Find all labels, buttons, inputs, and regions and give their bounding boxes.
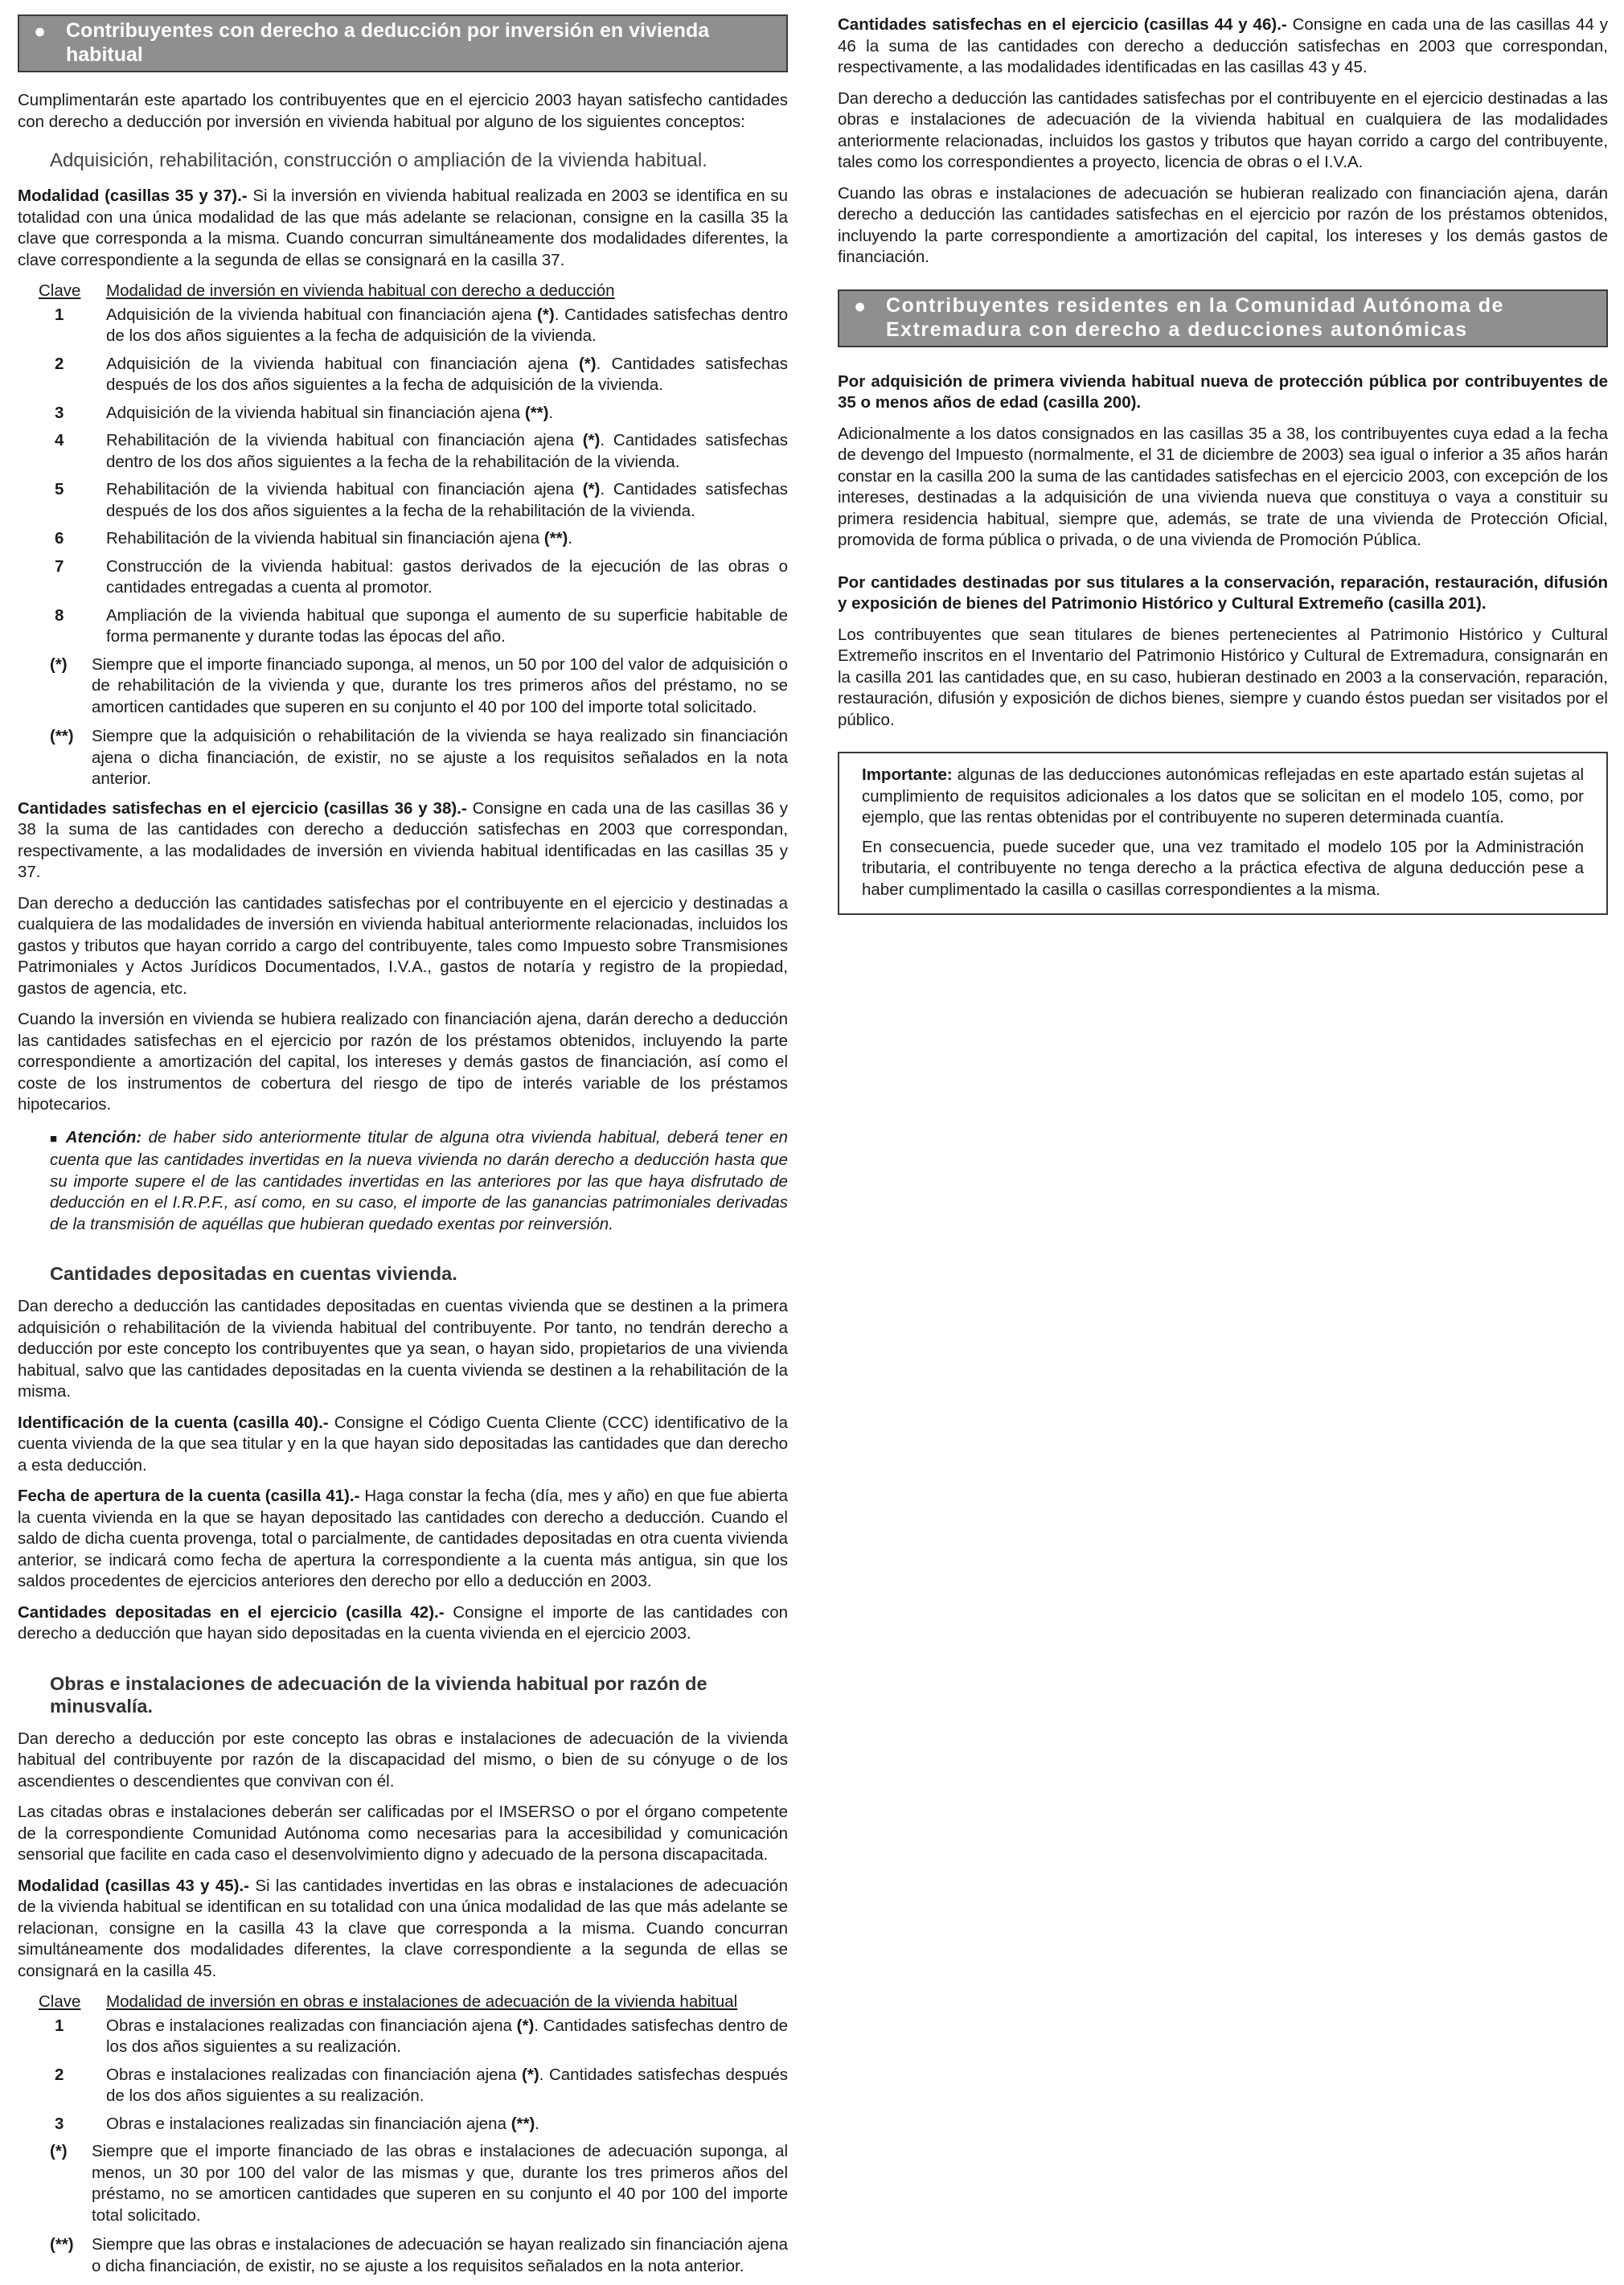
important-lead: Importante: [862,765,953,784]
attention-note [50,1127,788,1236]
table-row [39,305,788,347]
casilla-42-lead: Cantidades depositadas en el ejercicio (casilla 42).- [18,1602,445,1622]
footnote-text: Siempre que la adquisición o rehabilitación de la vivienda se haya realizado sin financiación ajena o dicha financiación, de existir, no se ajuste a los requisitos señalados en la nota anterior. [92,727,788,788]
clave-cell: 3 [55,403,64,422]
modalidad-cell [106,528,788,550]
section-header-extremadura [838,289,1608,347]
minusvalia-paragraph-1: Dan derecho a deducción por este concepto las obras e instalaciones de adecuación de la vivienda habitual del contribuyente por razón de la discapacidad del mismo, o bien de su cónyuge o de los ascendientes o descendientes que convivan con él. [18,1729,788,1791]
modalidad-lead: Modalidad (casillas 35 y 37).- [18,187,248,205]
table-row [39,556,788,599]
footnote-ref: (*) [582,480,601,498]
modalidad-cell [106,305,788,347]
table-row [39,430,788,473]
modalidad-cell [106,605,788,648]
left-column [18,14,788,2285]
footnote-ref: (*) [516,2016,535,2035]
modalidad-text-end: . Cantidades satisfechas dentro de los dos años siguientes a la fecha de adquisición de la vivienda. [106,305,788,345]
table-row [39,605,788,648]
concept-heading: Adquisición, rehabilitación, construcción o ampliación de la vivienda habitual. [50,150,707,171]
modalidad-text: Obras e instalaciones realizadas sin financiación ajena [106,2114,511,2133]
footnote-text: Siempre que el importe financiado de las obras e instalaciones de adecuación suponga, al menos, un 30 por 100 del valor de las mismas y que, durante los tres primeros años del préstamo, no se amorticen cantidades que superen en su conjunto el 40 por 100 del importe total solicitado. [92,2142,788,2225]
table-row [39,403,788,425]
footnote-ref: (**) [524,403,549,422]
subheading-cuentas-vivienda: Cantidades depositadas en cuentas vivienda. [50,1263,457,1284]
casilla-41-text: Haga constar la fecha (día, mes y año) en que fue abierta la cuenta vivienda en la que se hayan depositado las cantidades con derecho a deducción. Cuando el saldo de dicha cuenta provenga, total o parcialmente, de cantidades depositadas en otra cuenta vivienda anterior, se indicará como fecha de apertura la correspondiente a la cuenta más antigua, sin que los saldos procedentes de ejercicios anteriores den derecho por ello a deducción en 2003. [18,1487,788,1590]
casilla-42-text: Consigne el importe de las cantidades con derecho a deducción que hayan sido depositadas en la cuenta vivienda en el ejercicio 2003. [18,1602,788,1643]
footnote-double-asterisk-obras [50,2234,788,2277]
clave-cell: 6 [55,529,64,548]
modalidad-cell [106,403,788,425]
clave-cell: 2 [55,354,64,373]
section-header-vivienda-habitual [18,14,788,72]
footnote-ref: (*) [522,2065,539,2084]
modalidad-cell [106,2114,788,2135]
casilla-201-paragraph: Los contribuyentes que sean titulares de bienes pertenecientes al Patrimonio Histórico y Cultural Extremeño inscritos en el Inventario del Patrimonio Histórico y Cultural de Extremadura, consignarán en la casilla 201 las cantidades que, en su caso, hubieran destinado en 2003 a la conservación, reparación, restauración, difusión y exposición de dichos bienes, siempre y cuando éstos puedan ser visitados por el público. [838,625,1608,729]
table1-rows [18,305,788,648]
table-row [39,2114,788,2135]
casilla-201-heading [838,572,1608,615]
clave-cell: 2 [55,2065,64,2084]
right-column [838,14,1608,915]
modalidad-cell [106,430,788,473]
casilla-200-heading [838,371,1608,414]
section-title: Contribuyentes con derecho a deducción por inversión en vivienda habitual [66,19,710,66]
footnote-text: Siempre que el importe financiado suponga, al menos, un 50 por 100 del valor de adquisición o de rehabilitación de la vivienda y que, durante los tres primeros años del préstamo, no se amorticen cantidades que superen en su conjunto el 40 por 100 del importe total solicitado. [92,654,788,716]
modalidad-text: Adquisición de la vivienda habitual con financiación ajena [106,354,579,373]
financiacion-ajena-paragraph: Cuando la inversión en vivienda se hubiera realizado con financiación ajena, darán derecho a deducción las cantidades satisfechas en el ejercicio por razón de los préstamos obtenidos, incluyendo la parte correspondiente a amortización del capital, los intereses y demás gastos de financiación, así como el coste de los instrumentos de cobertura del riesgo de tipo de interés variable de los préstamos hipotecarios. [18,1010,788,1114]
cantidades-36-38-paragraph [18,798,788,884]
clave-cell: 5 [55,480,64,498]
modalidad-text: Obras e instalaciones realizadas con financiación ajena [106,2065,523,2084]
casillas-44-46-text: Consigne en cada una de las casillas 44 y 46 la suma de las cantidades con derecho a deducción satisfechas en 2003 que correspondan, respectivamente, a las modalidades identificadas en las casillas 43 y 45. [838,15,1608,76]
casilla-40-text: Consigne el Código Cuenta Cliente (CCC) identificativo de la cuenta vivienda de la que sea titular y en la que hayan sido depositadas las cantidades que dan derecho a esta deducción. [18,1413,788,1475]
casilla-42-paragraph [18,1602,788,1645]
minusvalia-paragraph-2: Las citadas obras e instalaciones deberán ser calificadas por el IMSERSO o por el órgano competente de la correspondiente Comunidad Autónoma como necesarias para la accesibilidad y comunicación sensorial que facilite en cada caso el desenvolvimiento digno y adecuado de la persona discapacitada. [18,1803,788,1864]
casillas-44-46-paragraph [838,14,1608,79]
casilla-41-paragraph [18,1486,788,1593]
obras-financiacion-paragraph: Cuando las obras e instalaciones de adecuación se hubieran realizado con financiación ajena, darán derecho a deducción las cantidades satisfechas en el ejercicio por razón de los préstamos obtenidos, incluyendo la parte correspondiente a amortización del capital, los intereses y los demás gastos de financiación. [838,183,1608,266]
important-text: algunas de las deducciones autonómicas reflejadas en este apartado están sujetas al cumplimiento de requisitos adicionales a los datos que se solicitan en el modelo 105, como, por ejemplo, que las rentas obtenidas por el contribuyente no superen determinada cuantía. [862,765,1584,827]
clave-cell: 1 [55,305,64,324]
clave-cell: 1 [55,2016,64,2035]
table-row [39,354,788,396]
modalidad-text: Construcción de la vivienda habitual: gastos derivados de la ejecución de las obras o cantidades entregadas a cuenta al promotor. [106,556,788,597]
cantidades-36-38-lead: Cantidades satisfechas en el ejercicio (casillas 36 y 38).- [18,798,467,818]
clave-cell: 7 [55,556,64,576]
modalidad-text: Ampliación de la vivienda habitual que suponga el aumento de su superficie habitable de forma permanente y durante todas las épocas del año. [106,605,788,646]
casilla-200-heading-text: Por adquisición de primera vivienda habitual nueva de protección pública por contribuyentes de 35 o menos años de edad (casilla 200). [838,371,1608,412]
table1-header-clave: Clave [39,281,81,300]
footnote-ref: (**) [511,2114,535,2133]
modalidad-text: Obras e instalaciones realizadas con financiación ajena [106,2016,517,2035]
modalidad-text-end: . Cantidades satisfechas después de los dos años siguientes a la fecha de adquisición de la vivienda. [106,354,788,394]
bullet-icon: ● [854,294,867,318]
important-paragraph-2: En consecuencia, puede suceder que, una vez tramitado el modelo 105 por la Administración tributaria, el contribuyente no tenga derecho a la práctica efectiva de alguna deducción pese a haber cumplimentado la casilla o casillas correspondientes a la misma. [862,837,1584,899]
modalidad-text-end: . Cantidades satisfechas después de los dos años siguientes a la fecha de la rehabilitación de la vivienda. [106,480,788,520]
obras-dan-derecho-paragraph: Dan derecho a deducción las cantidades satisfechas por el contribuyente en el ejercicio destinadas a las obras e instalaciones de adecuación de la vivienda habitual en cualquiera de las modalidades anteriormente relacionadas, incluidos los gastos y tributos que hayan corrido a cargo del contribuyente, tales como los correspondientes a proyecto, licencia de obras o el I.V.A. [838,88,1608,171]
modalidad-text-end: . Cantidades satisfechas dentro de los dos años siguientes a su realización. [106,2016,789,2056]
modalidad-text: Adquisición de la vivienda habitual con financiación ajena [106,305,538,324]
modalidad-paragraph [18,186,788,271]
footnote-ref: (*) [582,431,601,449]
footnote-ref: (*) [537,305,555,324]
modalidad-text-end: . [535,2114,539,2133]
modalidad-text-end: . [568,529,573,548]
modalidad-text: Adquisición de la vivienda habitual sin financiación ajena [106,403,525,422]
modalidad-text-end: . [548,403,554,422]
footnote-ref: (**) [543,529,568,548]
table1-header-modalidad: Modalidad de inversión en vivienda habitual con derecho a deducción [106,281,615,300]
cantidades-36-38-text: Consigne en cada una de las casillas 36 y 38 la suma de las cantidades con derecho a deducción satisfechas en 2003 que correspondan, respectivamente, a las modalidades de inversión en vivienda habitual identificadas en las casillas 35 y 37. [18,798,788,881]
casilla-201-heading-text: Por cantidades destinadas por sus titulares a la conservación, reparación, restauración, difusión y exposición de bienes del Patrimonio Histórico y Cultural Extremeño (casilla 201). [838,572,1608,613]
modalidad-text-end: . Cantidades satisfechas después de los dos años siguientes a su realización. [106,2065,788,2105]
modalidad-43-45-lead: Modalidad (casillas 43 y 45).- [18,1876,250,1895]
footnote-mark: (*) [50,654,68,674]
footnote-single-asterisk-obras [50,2141,788,2226]
table-row [39,2016,788,2058]
footnote-ref: (*) [578,354,597,373]
modalidad-43-45-text: Si las cantidades invertidas en las obras e instalaciones de adecuación de la vivienda habitual se identifican en su totalidad con una única modalidad de las que más adelante se relacionan, consigne en la casilla 43 la clave que corresponda a la misma. Cuando concurran simultáneamente dos modalidades diferentes, la clave correspondiente a la segunda de ellas se consignará en la casilla 45. [18,1876,788,1980]
footnote-text: Siempre que las obras e instalaciones de adecuación se hayan realizado sin financiación ajena o dicha financiación, de existir, no se ajuste a los requisitos señalados en la nota anterior. [92,2235,788,2275]
modalidad-cell [106,479,788,522]
modalidad-43-45-paragraph [18,1876,788,1983]
cuentas-vivienda-paragraph: Dan derecho a deducción las cantidades depositadas en cuentas vivienda que se destinen a la primera adquisición o rehabilitación de la vivienda habitual del contribuyente. Por tanto, no tendrán derecho a deducción por este concepto los contribuyentes que ya sean, o hayan sido, propietarios de una vivienda habitual, salvo que las cantidades depositadas en la cuenta vivienda se destinen a la rehabilitación de la misma. [18,1297,788,1401]
intro-paragraph: Cumplimentarán este apartado los contribuyentes que en el ejercicio 2003 hayan satisfecho cantidades con derecho a deducción por inversión en vivienda habitual por alguno de los siguientes conceptos: [18,91,788,131]
modalidad-cell [106,2065,788,2107]
table2-rows [18,2016,788,2135]
square-bullet-icon: ■ [50,1131,59,1146]
casilla-41-lead: Fecha de apertura de la cuenta (casilla 41).- [18,1487,360,1505]
footnote-mark: (**) [50,2235,74,2254]
modalidad-cell [106,354,788,396]
clave-cell: 3 [55,2114,64,2133]
footnote-mark: (**) [50,727,74,745]
important-box [838,752,1608,915]
table2-header [39,1992,788,2013]
casilla-40-lead: Identificación de la cuenta (casilla 40).- [18,1413,329,1432]
attention-text: de haber sido anteriormente titular de alguna otra vivienda habitual, deberá tener en cuenta que las cantidades invertidas en la nueva vivienda no darán derecho a deducción hasta que su importe supere el de las cantidades invertidas en las anteriores por las que haya disfrutado de deducción en el I.R.P.F., así como, en su caso, el importe de las ganancias patrimoniales derivadas de la transmisión de aquéllas que hubieran quedado exentas por reinversión. [50,1127,788,1233]
footnote-single-asterisk [50,654,788,719]
table2-header-clave: Clave [39,1992,81,2011]
footnote-mark: (*) [50,2142,68,2160]
modalidad-cell [106,2016,788,2058]
section-title: Contribuyentes residentes en la Comunidad Autónoma de Extremadura con derecho a deducciones autonómicas [886,293,1504,341]
modalidad-text-end: . Cantidades satisfechas dentro de los dos años siguientes a la fecha de la rehabilitación de la vivienda. [106,431,788,471]
clave-cell: 8 [55,605,64,625]
important-paragraph-1 [862,765,1584,829]
subheading-minusvalia: Obras e instalaciones de adecuación de la vivienda habitual por razón de minusvalía. [50,1672,707,1717]
table-row [39,2065,788,2107]
casillas-44-46-lead: Cantidades satisfechas en el ejercicio (casillas 44 y 46).- [838,15,1287,34]
attention-lead: Atención: [65,1127,142,1147]
casilla-40-paragraph [18,1413,788,1477]
clave-cell: 4 [55,431,64,449]
modalidad-text: Rehabilitación de la vivienda habitual con financiación ajena [106,431,583,449]
bullet-icon: ● [34,20,47,43]
modalidad-cell [106,556,788,599]
table2-header-modalidad: Modalidad de inversión en obras e instalaciones de adecuación de la vivienda habitual [106,1992,738,2011]
table-row [39,528,788,550]
dan-derecho-paragraph: Dan derecho a deducción las cantidades satisfechas por el contribuyente en el ejercicio y destinadas a cualquiera de las modalidades de inversión en vivienda habitual anteriormente relacionadas, incluidos los gastos y tributos que hayan corrido a cargo del contribuyente, tales como Impuesto sobre Transmisiones Patrimoniales y Actos Jurídicos Documentados, I.V.A., gastos de notaría y registro de la propiedad, gastos de agencia, etc. [18,893,788,998]
casilla-200-paragraph: Adicionalmente a los datos consignados en las casillas 35 a 38, los contribuyentes cuya edad a la fecha de devengo del Impuesto (normalmente, el 31 de diciembre de 2003) sea igual o inferior a 35 años harán constar en la casilla 200 la suma de las cantidades satisfechas en el ejercicio 2003, con excepción de los intereses, destinadas a la adquisición de una vivienda nueva que constituya o vaya a constituir su primera residencia habitual, siempre que, además, se trate de una vivienda de Protección Oficial, promovida de forma pública o privada, o de una vivienda de Promoción Pública. [838,424,1608,549]
modalidad-text: Si la inversión en vivienda habitual realizada en 2003 se identifica en su totalidad con una única modalidad de las que más adelante se relacionan, consigne en la casilla 35 la clave que corresponda a la misma. Cuando concurran simultáneamente dos modalidades diferentes, la clave correspondiente a la segunda de ellas se consignará en la casilla 37. [18,187,788,269]
footnote-double-asterisk [50,726,788,790]
table-row [39,479,788,522]
modalidad-text: Rehabilitación de la vivienda habitual con financiación ajena [106,480,583,498]
table1-header [39,281,788,302]
modalidad-text: Rehabilitación de la vivienda habitual sin financiación ajena [106,529,544,548]
